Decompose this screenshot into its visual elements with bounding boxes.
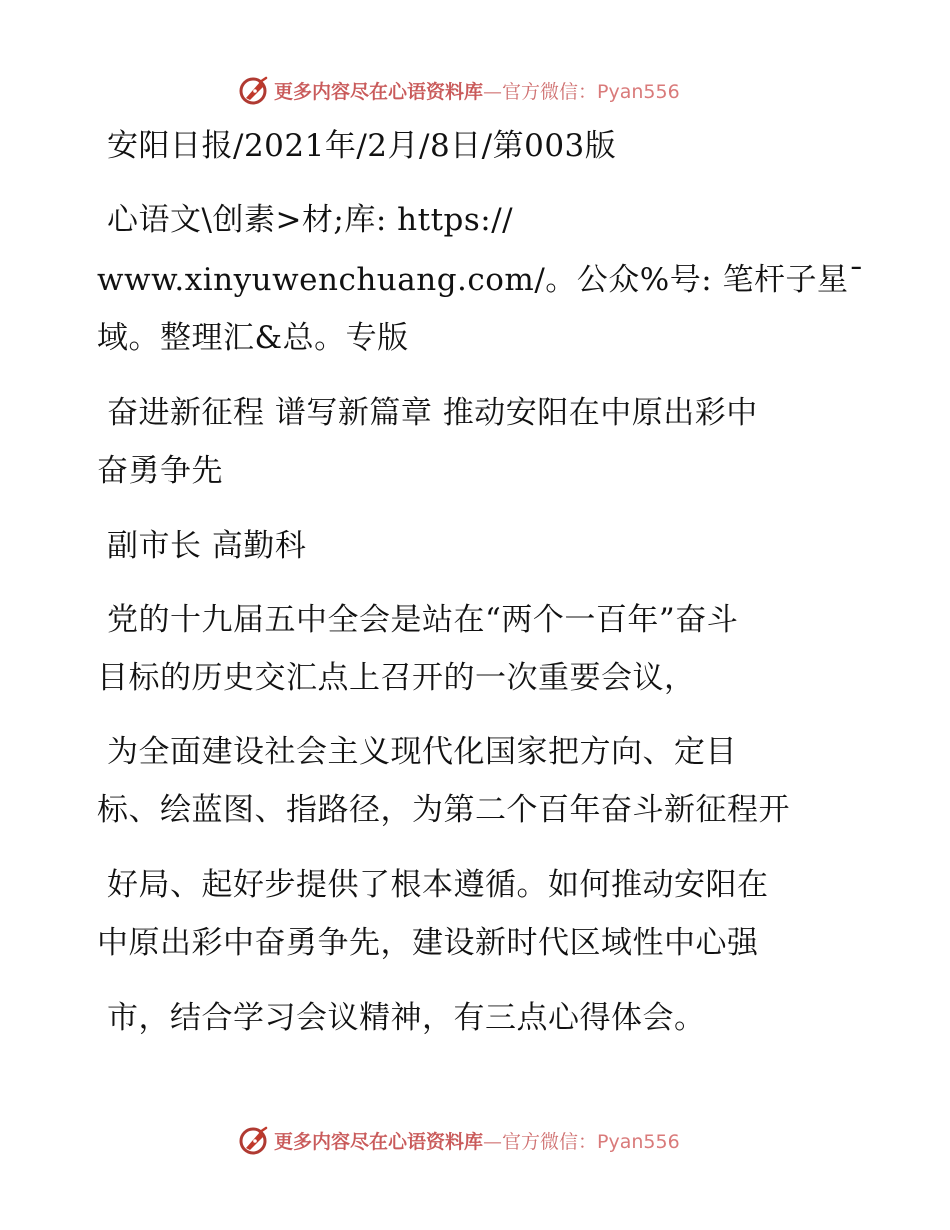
watermark-handle: Pyan556 [597, 1130, 680, 1153]
watermark-text [274, 1127, 680, 1154]
paragraph-line: 好局、起好步提供了根本遵循。如何推动安阳在 [107, 867, 769, 903]
paragraph-line: 目标的历史交汇点上召开的一次重要会议， [97, 660, 696, 696]
watermark-handle: Pyan556 [597, 80, 680, 103]
header-watermark-banner [236, 72, 680, 108]
pen-nib-logo-icon [236, 72, 272, 108]
newspaper-source-line: 安阳日报/2021年/2月/8日/第003版 [107, 128, 617, 164]
article-title-line: 奋进新征程 谱写新篇章 推动安阳在中原出彩中 [107, 395, 758, 431]
pen-nib-logo-icon [236, 1122, 272, 1158]
paragraph-line: 市，结合学习会议精神，有三点心得体会。 [107, 1000, 706, 1036]
paragraph-line: 党的十九届五中全会是站在“两个一百年”奋斗 [107, 602, 739, 638]
text-line: 域。整理汇&总。专版 [97, 320, 409, 356]
author-line: 副市长 高勤科 [107, 528, 307, 564]
watermark-dash: — [483, 1130, 503, 1153]
watermark-official-label: 官方微信： [502, 80, 598, 103]
paragraph-line: 标、绘蓝图、指路径，为第二个百年奋斗新征程开 [97, 792, 790, 828]
watermark-text [274, 77, 680, 104]
text-line: 心语文\创素>材;库: https:// [107, 202, 514, 238]
watermark-dash: — [483, 80, 503, 103]
watermark-official-label: 官方微信： [502, 1130, 598, 1153]
footer-watermark-banner [236, 1122, 680, 1158]
paragraph-line: 中原出彩中奋勇争先，建设新时代区域性中心强 [97, 925, 759, 961]
text-line: www.xinyuwenchuang.com/。公众%号: 笔杆子星¯ [97, 262, 865, 298]
paragraph-line: 为全面建设社会主义现代化国家把方向、定目 [107, 734, 737, 770]
watermark-brand: 更多内容尽在心语资料库 [274, 80, 484, 103]
article-title-line: 奋勇争先 [97, 453, 223, 489]
watermark-brand: 更多内容尽在心语资料库 [274, 1130, 484, 1153]
